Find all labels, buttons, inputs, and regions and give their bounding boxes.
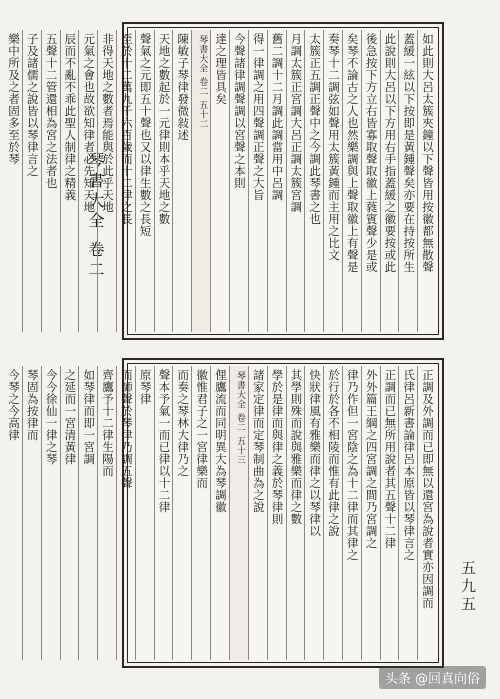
fold-leaf: 五十三 bbox=[234, 436, 245, 465]
text-column: 五聲十二管還相為宮之法者也 bbox=[41, 30, 60, 332]
text-column: 正調及外調而已即無以還宮為說者實亦因調而 bbox=[417, 366, 436, 660]
text-column: 聲氣之元即五十聲也又以律生數之長短 bbox=[135, 30, 154, 332]
text-column: 學於是律而與律之義於琴律則 bbox=[267, 366, 286, 660]
text-column: 太簇正五調正聲中之今調此琴書之也 bbox=[304, 30, 323, 332]
text-column: 快狀律風有雅樂而律之以琴律以 bbox=[304, 366, 323, 660]
text-column: 正調而已無所用說者其五聲十二律 bbox=[380, 366, 399, 660]
text-column: 如此則大呂太簇夾鐘以下聲皆用按徽都無散聲 bbox=[417, 30, 436, 332]
text-column: 齊鷹予十二律生陽而 bbox=[97, 366, 116, 660]
top-folio bbox=[6, 22, 444, 340]
text-column: 奏琴十二調弦如聲用太簇黃鍾而主用之比文 bbox=[323, 30, 342, 332]
text-column: 琴固為按律而 bbox=[22, 366, 41, 660]
text-column: 而師聲於琴律乃調五聲 bbox=[116, 366, 135, 660]
text-column: 矣琴不論古之人也然樂調與上聲取徽上有聲是 bbox=[342, 30, 361, 332]
text-column: 今琴之今高律 bbox=[6, 369, 21, 441]
text-column: 外外篇王綱之四宮調之間乃宮調之 bbox=[361, 366, 380, 660]
text-column: 蓋緩一絃以下按即是黃鍾聲矣亦要在持按所生 bbox=[398, 30, 417, 332]
text-column: 徽惟君子之一宮律樂而 bbox=[191, 366, 210, 660]
text-column: 辰而不亂不乖此聖人制律之精義 bbox=[60, 30, 79, 332]
text-column: 非得天地之數者焉能與於此乎天地 bbox=[97, 30, 116, 332]
text-column: 律乃作但一宮陰之為十二律而其律之 bbox=[342, 366, 361, 660]
fold-title: 琴書大全 bbox=[197, 35, 208, 73]
text-column: 今今徐仙一律之琴 bbox=[41, 366, 60, 660]
text-column: 原琴律 bbox=[135, 366, 154, 660]
fold-volume: 卷二 bbox=[197, 77, 208, 96]
text-column: 月調太簇正宮調大呂正調太簇宮調 bbox=[286, 30, 305, 332]
text-column: 得一律調之用四聲調正聲之大旨 bbox=[248, 30, 267, 332]
top-folio-columns bbox=[6, 30, 436, 332]
text-column: 諸家定律而定琴制曲為之說 bbox=[248, 366, 267, 660]
text-column: 子及諸儒之說皆以琴律言之 bbox=[22, 30, 41, 332]
text-column: 達之理皆具矣 bbox=[210, 30, 229, 332]
text-column: 後急按下方立右皆寡取聲取徽上蕤賓聲少是或 bbox=[361, 30, 380, 332]
book-title-margin: 琴書大全 卷二 bbox=[86, 152, 105, 282]
bottom-folio-columns bbox=[6, 366, 436, 660]
text-column: 天地之數起於一元律則本乎天地之數 bbox=[154, 30, 173, 332]
center-fold-label bbox=[229, 366, 248, 660]
text-column: 於行於各不相陵而惟有此律之說 bbox=[323, 366, 342, 660]
text-column: 今聲諸律調聲調以宮聲之本則 bbox=[229, 30, 248, 332]
text-column: 之延而一宮清黃律 bbox=[60, 366, 79, 660]
text-column: 其學則殊而說與雅樂而律之數 bbox=[286, 366, 305, 660]
fold-title: 琴書大全 bbox=[234, 371, 245, 409]
text-column: 陳敏子琴律發微敍述 bbox=[172, 30, 191, 332]
page-number: 五九五 bbox=[459, 560, 477, 614]
fold-leaf: 五十二 bbox=[197, 100, 208, 129]
text-column: 如琴律而即一宮調 bbox=[78, 366, 97, 660]
bottom-folio bbox=[6, 358, 444, 668]
text-column: 俚鷹流而同明異大為琴調徽 bbox=[210, 366, 229, 660]
text-column: 氏律呂新書論律呂本原皆以琴律言之 bbox=[398, 366, 417, 660]
text-column: 而奏之琴林大律乃之 bbox=[172, 366, 191, 660]
text-column: 舊二調十二月調此調當用中呂調 bbox=[267, 30, 286, 332]
text-column: 樂中所及之者固多至於琴 bbox=[6, 33, 21, 165]
watermark: 头条 @回真向俗 bbox=[379, 666, 486, 689]
text-column: 至於十二萬九千六百歲而十二律之長 bbox=[116, 30, 135, 332]
text-column: 此說則大呂以下方用右手指蓋緩之徽要按或此 bbox=[380, 30, 399, 332]
fold-volume: 卷二 bbox=[234, 413, 245, 432]
center-fold-label bbox=[191, 30, 210, 332]
text-column: 聲本予氣一而已律以十二律 bbox=[154, 366, 173, 660]
text-column: 元氣之會也故欲知律者必先知天地 bbox=[78, 30, 97, 332]
